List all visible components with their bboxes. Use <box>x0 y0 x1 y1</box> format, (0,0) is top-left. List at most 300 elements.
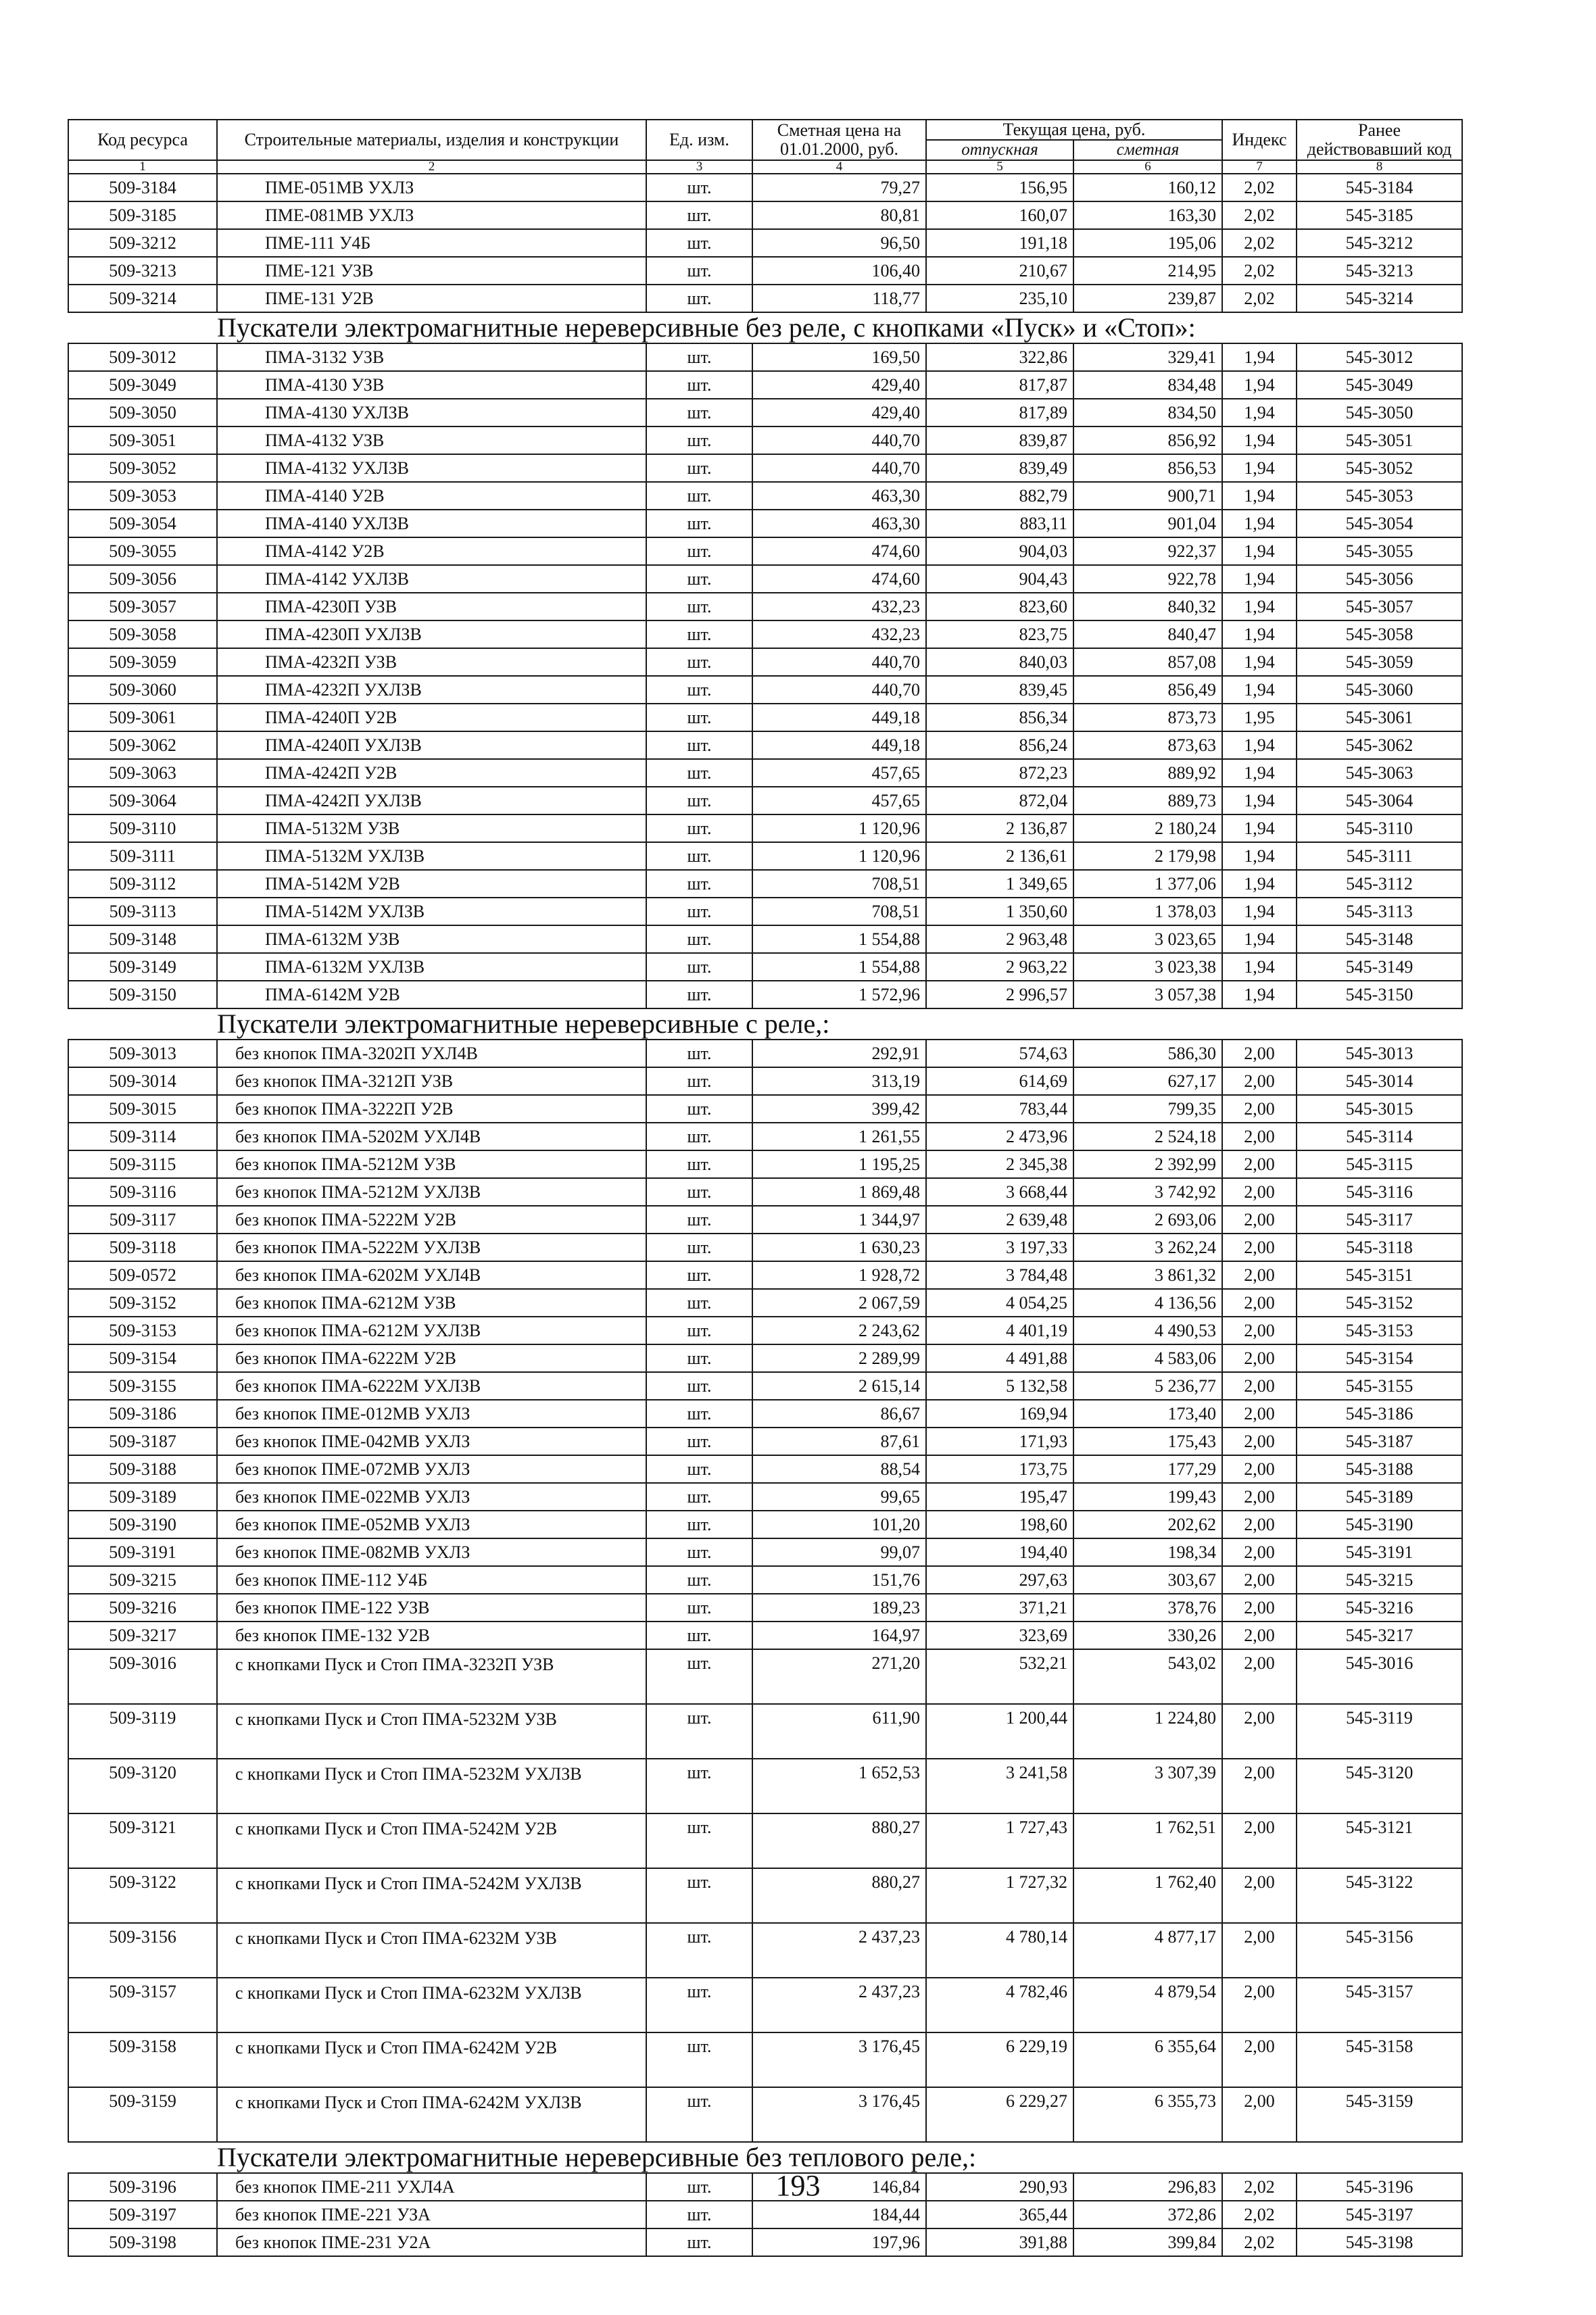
table-row <box>68 981 1462 1008</box>
cell-base-price: 189,23 <box>752 1594 926 1622</box>
cell-estimate-price: 199,43 <box>1073 1483 1222 1511</box>
cell-base-price: 1 572,96 <box>752 981 926 1008</box>
cell-prev-code: 545-3196 <box>1297 2173 1462 2201</box>
table-row <box>68 870 1462 898</box>
cell-prev-code: 545-3186 <box>1297 1400 1462 1428</box>
cell-prev-code: 545-3062 <box>1297 731 1462 759</box>
cell-prev-code: 545-3054 <box>1297 510 1462 537</box>
cell-base-price: 1 195,25 <box>752 1150 926 1178</box>
cell-unit: шт. <box>646 925 752 953</box>
cell-code: 509-3215 <box>68 1566 217 1594</box>
cell-estimate-price: 378,76 <box>1073 1594 1222 1622</box>
cell-wholesale-price: 169,94 <box>926 1400 1073 1428</box>
cell-base-price: 432,23 <box>752 620 926 648</box>
cell-base-price: 440,70 <box>752 454 926 482</box>
cell-unit: шт. <box>646 343 752 371</box>
cell-name: ПМА-4230П УХЛЗВ <box>217 620 646 648</box>
cell-index: 1,94 <box>1222 537 1297 565</box>
cell-prev-code: 545-3059 <box>1297 648 1462 676</box>
table-row <box>68 1261 1462 1289</box>
cell-index: 2,00 <box>1222 1095 1297 1123</box>
cell-name: с кнопками Пуск и Стоп ПМА-3232П УЗВ <box>217 1649 646 1704</box>
cell-code: 509-3112 <box>68 870 217 898</box>
cell-index: 2,00 <box>1222 1344 1297 1372</box>
table-row <box>68 1372 1462 1400</box>
cell-wholesale-price: 839,87 <box>926 427 1073 454</box>
cell-name: с кнопками Пуск и Стоп ПМА-6242М У2В <box>217 2032 646 2087</box>
cell-index: 2,00 <box>1222 1123 1297 1150</box>
header-prev-code: Ранее действовавший код <box>1297 120 1462 160</box>
cell-estimate-price: 889,73 <box>1073 787 1222 814</box>
table-row <box>68 1704 1462 1759</box>
table-row <box>68 1594 1462 1622</box>
cell-index: 1,94 <box>1222 898 1297 925</box>
column-number: 2 <box>217 160 646 174</box>
cell-wholesale-price: 160,07 <box>926 201 1073 229</box>
table-row <box>68 343 1462 371</box>
cell-prev-code: 545-3158 <box>1297 2032 1462 2087</box>
cell-estimate-price: 173,40 <box>1073 1400 1222 1428</box>
cell-wholesale-price: 856,24 <box>926 731 1073 759</box>
cell-base-price: 169,50 <box>752 343 926 371</box>
cell-name: ПМА-4142 У2В <box>217 537 646 565</box>
cell-unit: шт. <box>646 2032 752 2087</box>
cell-prev-code: 545-3118 <box>1297 1234 1462 1261</box>
cell-index: 2,02 <box>1222 257 1297 285</box>
cell-estimate-price: 543,02 <box>1073 1649 1222 1704</box>
table-row <box>68 2087 1462 2142</box>
cell-unit: шт. <box>646 648 752 676</box>
cell-index: 2,00 <box>1222 1040 1297 1067</box>
cell-prev-code: 545-3053 <box>1297 482 1462 510</box>
cell-index: 2,00 <box>1222 1483 1297 1511</box>
cell-index: 2,02 <box>1222 285 1297 312</box>
cell-unit: шт. <box>646 1344 752 1372</box>
cell-unit: шт. <box>646 371 752 399</box>
cell-base-price: 1 630,23 <box>752 1234 926 1261</box>
cell-index: 2,00 <box>1222 1594 1297 1622</box>
cell-estimate-price: 329,41 <box>1073 343 1222 371</box>
cell-wholesale-price: 2 639,48 <box>926 1206 1073 1234</box>
cell-unit: шт. <box>646 1649 752 1704</box>
cell-prev-code: 545-3155 <box>1297 1372 1462 1400</box>
cell-code: 509-3185 <box>68 201 217 229</box>
cell-prev-code: 545-3197 <box>1297 2201 1462 2228</box>
cell-code: 509-3190 <box>68 1511 217 1538</box>
cell-code: 509-3196 <box>68 2173 217 2201</box>
table-row <box>68 2228 1462 2256</box>
cell-base-price: 1 652,53 <box>752 1759 926 1813</box>
column-number: 8 <box>1297 160 1462 174</box>
cell-prev-code: 545-3064 <box>1297 787 1462 814</box>
cell-unit: шт. <box>646 1317 752 1344</box>
cell-code: 509-3121 <box>68 1813 217 1868</box>
header-base-price: Сметная цена на 01.01.2000, руб. <box>752 120 926 160</box>
cell-name: без кнопок ПМЕ-012МВ УХЛЗ <box>217 1400 646 1428</box>
cell-estimate-price: 2 693,06 <box>1073 1206 1222 1234</box>
table-row <box>68 759 1462 787</box>
cell-code: 509-3054 <box>68 510 217 537</box>
cell-base-price: 474,60 <box>752 537 926 565</box>
cell-index: 1,94 <box>1222 343 1297 371</box>
cell-wholesale-price: 3 197,33 <box>926 1234 1073 1261</box>
cell-wholesale-price: 290,93 <box>926 2173 1073 2201</box>
cell-name: ПМА-4242П У2В <box>217 759 646 787</box>
cell-base-price: 86,67 <box>752 1400 926 1428</box>
cell-index: 2,02 <box>1222 2228 1297 2256</box>
cell-name: ПМА-4242П УХЛЗВ <box>217 787 646 814</box>
section-title: Пускатели электромагнитные нереверсивные без теплового реле,: <box>68 2142 1462 2173</box>
cell-index: 2,00 <box>1222 1538 1297 1566</box>
table-row <box>68 1206 1462 1234</box>
cell-index: 2,00 <box>1222 1289 1297 1317</box>
cell-code: 509-3060 <box>68 676 217 704</box>
cell-prev-code: 545-3111 <box>1297 842 1462 870</box>
section-heading-row <box>68 312 1462 343</box>
cell-prev-code: 545-3151 <box>1297 1261 1462 1289</box>
column-number: 3 <box>646 160 752 174</box>
cell-unit: шт. <box>646 565 752 593</box>
table-row <box>68 787 1462 814</box>
cell-prev-code: 545-3119 <box>1297 1704 1462 1759</box>
cell-code: 509-3186 <box>68 1400 217 1428</box>
cell-code: 509-3063 <box>68 759 217 787</box>
cell-unit: шт. <box>646 731 752 759</box>
cell-code: 509-3150 <box>68 981 217 1008</box>
cell-estimate-price: 2 524,18 <box>1073 1123 1222 1150</box>
cell-index: 1,94 <box>1222 981 1297 1008</box>
cell-wholesale-price: 2 345,38 <box>926 1150 1073 1178</box>
cell-name: ПМЕ-131 У2В <box>217 285 646 312</box>
cell-wholesale-price: 156,95 <box>926 174 1073 201</box>
cell-estimate-price: 2 180,24 <box>1073 814 1222 842</box>
cell-code: 509-3213 <box>68 257 217 285</box>
cell-unit: шт. <box>646 1978 752 2032</box>
cell-wholesale-price: 532,21 <box>926 1649 1073 1704</box>
header-current-price: Текущая цена, руб. <box>926 120 1222 140</box>
cell-unit: шт. <box>646 229 752 257</box>
cell-index: 1,94 <box>1222 371 1297 399</box>
cell-base-price: 101,20 <box>752 1511 926 1538</box>
table-row <box>68 201 1462 229</box>
cell-name: с кнопками Пуск и Стоп ПМА-5232М УЗВ <box>217 1704 646 1759</box>
cell-name: без кнопок ПМА-6222М УХЛЗВ <box>217 1372 646 1400</box>
cell-code: 509-3050 <box>68 399 217 427</box>
cell-index: 1,94 <box>1222 593 1297 620</box>
cell-wholesale-price: 6 229,19 <box>926 2032 1073 2087</box>
table-row <box>68 454 1462 482</box>
cell-base-price: 1 554,88 <box>752 925 926 953</box>
cell-wholesale-price: 6 229,27 <box>926 2087 1073 2142</box>
cell-name: с кнопками Пуск и Стоп ПМА-6242М УХЛЗВ <box>217 2087 646 2142</box>
cell-wholesale-price: 323,69 <box>926 1622 1073 1649</box>
cell-estimate-price: 3 861,32 <box>1073 1261 1222 1289</box>
cell-unit: шт. <box>646 1261 752 1289</box>
cell-name: ПМА-4140 УХЛЗВ <box>217 510 646 537</box>
cell-name: без кнопок ПМЕ-122 УЗВ <box>217 1594 646 1622</box>
cell-index: 2,00 <box>1222 1150 1297 1178</box>
cell-estimate-price: 1 377,06 <box>1073 870 1222 898</box>
cell-code: 509-3016 <box>68 1649 217 1704</box>
cell-index: 2,00 <box>1222 1067 1297 1095</box>
cell-name: с кнопками Пуск и Стоп ПМА-6232М УЗВ <box>217 1923 646 1978</box>
table-row <box>68 510 1462 537</box>
cell-base-price: 457,65 <box>752 759 926 787</box>
cell-estimate-price: 3 023,38 <box>1073 953 1222 981</box>
cell-estimate-price: 857,08 <box>1073 648 1222 676</box>
cell-code: 509-3049 <box>68 371 217 399</box>
cell-wholesale-price: 883,11 <box>926 510 1073 537</box>
cell-index: 2,02 <box>1222 2173 1297 2201</box>
cell-prev-code: 545-3153 <box>1297 1317 1462 1344</box>
cell-estimate-price: 1 224,80 <box>1073 1704 1222 1759</box>
cell-code: 509-3013 <box>68 1040 217 1067</box>
cell-unit: шт. <box>646 1095 752 1123</box>
table-body <box>68 174 1462 2256</box>
table-row <box>68 704 1462 731</box>
cell-index: 2,02 <box>1222 2201 1297 2228</box>
cell-prev-code: 545-3216 <box>1297 1594 1462 1622</box>
section-title: Пускатели электромагнитные нереверсивные с реле,: <box>68 1008 1462 1040</box>
column-number: 7 <box>1222 160 1297 174</box>
cell-wholesale-price: 235,10 <box>926 285 1073 312</box>
cell-unit: шт. <box>646 1455 752 1483</box>
cell-code: 509-3064 <box>68 787 217 814</box>
cell-name: ПМА-6132М УХЛЗВ <box>217 953 646 981</box>
cell-index: 2,02 <box>1222 201 1297 229</box>
cell-estimate-price: 840,47 <box>1073 620 1222 648</box>
cell-wholesale-price: 1 727,32 <box>926 1868 1073 1923</box>
cell-unit: шт. <box>646 898 752 925</box>
cell-index: 1,94 <box>1222 731 1297 759</box>
table-row <box>68 676 1462 704</box>
price-table <box>68 119 1463 2257</box>
cell-wholesale-price: 198,60 <box>926 1511 1073 1538</box>
cell-prev-code: 545-3055 <box>1297 537 1462 565</box>
cell-index: 2,02 <box>1222 229 1297 257</box>
cell-name: без кнопок ПМА-5222М У2В <box>217 1206 646 1234</box>
cell-estimate-price: 4 583,06 <box>1073 1344 1222 1372</box>
cell-base-price: 96,50 <box>752 229 926 257</box>
cell-estimate-price: 303,67 <box>1073 1566 1222 1594</box>
cell-base-price: 708,51 <box>752 870 926 898</box>
cell-code: 509-3184 <box>68 174 217 201</box>
cell-unit: шт. <box>646 482 752 510</box>
cell-name: без кнопок ПМА-3212П УЗВ <box>217 1067 646 1095</box>
cell-base-price: 1 344,97 <box>752 1206 926 1234</box>
cell-prev-code: 545-3121 <box>1297 1813 1462 1868</box>
cell-base-price: 463,30 <box>752 510 926 537</box>
cell-name: ПМА-4232П УЗВ <box>217 648 646 676</box>
cell-estimate-price: 834,50 <box>1073 399 1222 427</box>
cell-unit: шт. <box>646 1813 752 1868</box>
cell-estimate-price: 195,06 <box>1073 229 1222 257</box>
cell-base-price: 292,91 <box>752 1040 926 1067</box>
cell-prev-code: 545-3152 <box>1297 1289 1462 1317</box>
cell-base-price: 2 243,62 <box>752 1317 926 1344</box>
cell-wholesale-price: 171,93 <box>926 1428 1073 1455</box>
cell-prev-code: 545-3051 <box>1297 427 1462 454</box>
cell-prev-code: 545-3114 <box>1297 1123 1462 1150</box>
cell-wholesale-price: 191,18 <box>926 229 1073 257</box>
cell-index: 2,00 <box>1222 1566 1297 1594</box>
cell-wholesale-price: 194,40 <box>926 1538 1073 1566</box>
cell-wholesale-price: 1 350,60 <box>926 898 1073 925</box>
cell-index: 2,00 <box>1222 1704 1297 1759</box>
table-row <box>68 1566 1462 1594</box>
cell-code: 509-3212 <box>68 229 217 257</box>
table-row <box>68 1649 1462 1704</box>
cell-unit: шт. <box>646 704 752 731</box>
cell-code: 509-3155 <box>68 1372 217 1400</box>
cell-unit: шт. <box>646 1511 752 1538</box>
cell-base-price: 1 120,96 <box>752 814 926 842</box>
cell-prev-code: 545-3149 <box>1297 953 1462 981</box>
cell-code: 509-3156 <box>68 1923 217 1978</box>
cell-base-price: 474,60 <box>752 565 926 593</box>
cell-unit: шт. <box>646 1538 752 1566</box>
cell-unit: шт. <box>646 1067 752 1095</box>
cell-index: 2,00 <box>1222 1649 1297 1704</box>
cell-index: 1,94 <box>1222 620 1297 648</box>
cell-estimate-price: 198,34 <box>1073 1538 1222 1566</box>
cell-base-price: 184,44 <box>752 2201 926 2228</box>
cell-prev-code: 545-3115 <box>1297 1150 1462 1178</box>
cell-prev-code: 545-3150 <box>1297 981 1462 1008</box>
cell-wholesale-price: 391,88 <box>926 2228 1073 2256</box>
cell-index: 2,00 <box>1222 1813 1297 1868</box>
table-row <box>68 257 1462 285</box>
cell-code: 509-3191 <box>68 1538 217 1566</box>
cell-base-price: 440,70 <box>752 676 926 704</box>
cell-unit: шт. <box>646 2228 752 2256</box>
table-row <box>68 1813 1462 1868</box>
cell-name: без кнопок ПМЕ-072МВ УХЛЗ <box>217 1455 646 1483</box>
cell-prev-code: 545-3060 <box>1297 676 1462 704</box>
cell-name: без кнопок ПМА-5212М УЗВ <box>217 1150 646 1178</box>
table-row <box>68 620 1462 648</box>
table-row <box>68 174 1462 201</box>
cell-estimate-price: 922,37 <box>1073 537 1222 565</box>
cell-prev-code: 545-3154 <box>1297 1344 1462 1372</box>
cell-unit: шт. <box>646 399 752 427</box>
cell-prev-code: 545-3061 <box>1297 704 1462 731</box>
cell-index: 1,94 <box>1222 565 1297 593</box>
cell-wholesale-price: 904,03 <box>926 537 1073 565</box>
cell-name: без кнопок ПМА-6202М УХЛ4В <box>217 1261 646 1289</box>
cell-unit: шт. <box>646 537 752 565</box>
cell-code: 509-3014 <box>68 1067 217 1095</box>
cell-unit: шт. <box>646 1123 752 1150</box>
cell-prev-code: 545-3148 <box>1297 925 1462 953</box>
cell-prev-code: 545-3215 <box>1297 1566 1462 1594</box>
header-name: Строительные материалы, изделия и конструкции <box>217 120 646 160</box>
cell-unit: шт. <box>646 787 752 814</box>
cell-prev-code: 545-3157 <box>1297 1978 1462 2032</box>
cell-code: 509-3057 <box>68 593 217 620</box>
cell-prev-code: 545-3049 <box>1297 371 1462 399</box>
cell-wholesale-price: 840,03 <box>926 648 1073 676</box>
cell-unit: шт. <box>646 1400 752 1428</box>
cell-code: 509-3157 <box>68 1978 217 2032</box>
cell-code: 509-3051 <box>68 427 217 454</box>
cell-estimate-price: 4 136,56 <box>1073 1289 1222 1317</box>
table-header <box>68 120 1462 174</box>
cell-estimate-price: 1 762,40 <box>1073 1868 1222 1923</box>
table-row <box>68 1150 1462 1178</box>
cell-name: ПМА-4130 УХЛЗВ <box>217 399 646 427</box>
cell-prev-code: 545-3189 <box>1297 1483 1462 1511</box>
cell-code: 509-3119 <box>68 1704 217 1759</box>
table-row <box>68 1040 1462 1067</box>
table-row <box>68 1483 1462 1511</box>
cell-unit: шт. <box>646 1704 752 1759</box>
cell-name: ПМА-4132 УЗВ <box>217 427 646 454</box>
table-row <box>68 731 1462 759</box>
table-row <box>68 1455 1462 1483</box>
cell-prev-code: 545-3159 <box>1297 2087 1462 2142</box>
cell-prev-code: 545-3190 <box>1297 1511 1462 1538</box>
cell-unit: шт. <box>646 620 752 648</box>
cell-base-price: 3 176,45 <box>752 2032 926 2087</box>
cell-index: 2,00 <box>1222 1455 1297 1483</box>
cell-prev-code: 545-3187 <box>1297 1428 1462 1455</box>
cell-base-price: 399,42 <box>752 1095 926 1123</box>
cell-base-price: 432,23 <box>752 593 926 620</box>
cell-estimate-price: 202,62 <box>1073 1511 1222 1538</box>
cell-code: 509-3148 <box>68 925 217 953</box>
cell-base-price: 2 067,59 <box>752 1289 926 1317</box>
cell-prev-code: 545-3112 <box>1297 870 1462 898</box>
column-numbers-row <box>68 160 1462 174</box>
cell-estimate-price: 175,43 <box>1073 1428 1222 1455</box>
cell-name: без кнопок ПМЕ-052МВ УХЛЗ <box>217 1511 646 1538</box>
cell-unit: шт. <box>646 1868 752 1923</box>
cell-unit: шт. <box>646 1234 752 1261</box>
cell-code: 509-3062 <box>68 731 217 759</box>
table-row <box>68 1622 1462 1649</box>
cell-estimate-price: 873,73 <box>1073 704 1222 731</box>
cell-prev-code: 545-3110 <box>1297 814 1462 842</box>
cell-prev-code: 545-3214 <box>1297 285 1462 312</box>
cell-prev-code: 545-3013 <box>1297 1040 1462 1067</box>
cell-code: 509-3052 <box>68 454 217 482</box>
cell-estimate-price: 163,30 <box>1073 201 1222 229</box>
cell-wholesale-price: 1 200,44 <box>926 1704 1073 1759</box>
cell-prev-code: 545-3184 <box>1297 174 1462 201</box>
cell-code: 509-3214 <box>68 285 217 312</box>
table-row <box>68 1511 1462 1538</box>
table-row <box>68 1178 1462 1206</box>
cell-base-price: 449,18 <box>752 731 926 759</box>
cell-wholesale-price: 872,23 <box>926 759 1073 787</box>
cell-base-price: 164,97 <box>752 1622 926 1649</box>
cell-prev-code: 545-3185 <box>1297 201 1462 229</box>
cell-base-price: 106,40 <box>752 257 926 285</box>
cell-code: 509-3115 <box>68 1150 217 1178</box>
cell-name: без кнопок ПМЕ-132 У2В <box>217 1622 646 1649</box>
cell-index: 2,00 <box>1222 1261 1297 1289</box>
cell-estimate-price: 856,92 <box>1073 427 1222 454</box>
cell-name: с кнопками Пуск и Стоп ПМА-6232М УХЛЗВ <box>217 1978 646 2032</box>
cell-unit: шт. <box>646 593 752 620</box>
cell-code: 509-3059 <box>68 648 217 676</box>
cell-estimate-price: 586,30 <box>1073 1040 1222 1067</box>
table-row <box>68 1095 1462 1123</box>
cell-name: ПМЕ-121 УЗВ <box>217 257 646 285</box>
cell-index: 1,94 <box>1222 870 1297 898</box>
cell-estimate-price: 834,48 <box>1073 371 1222 399</box>
